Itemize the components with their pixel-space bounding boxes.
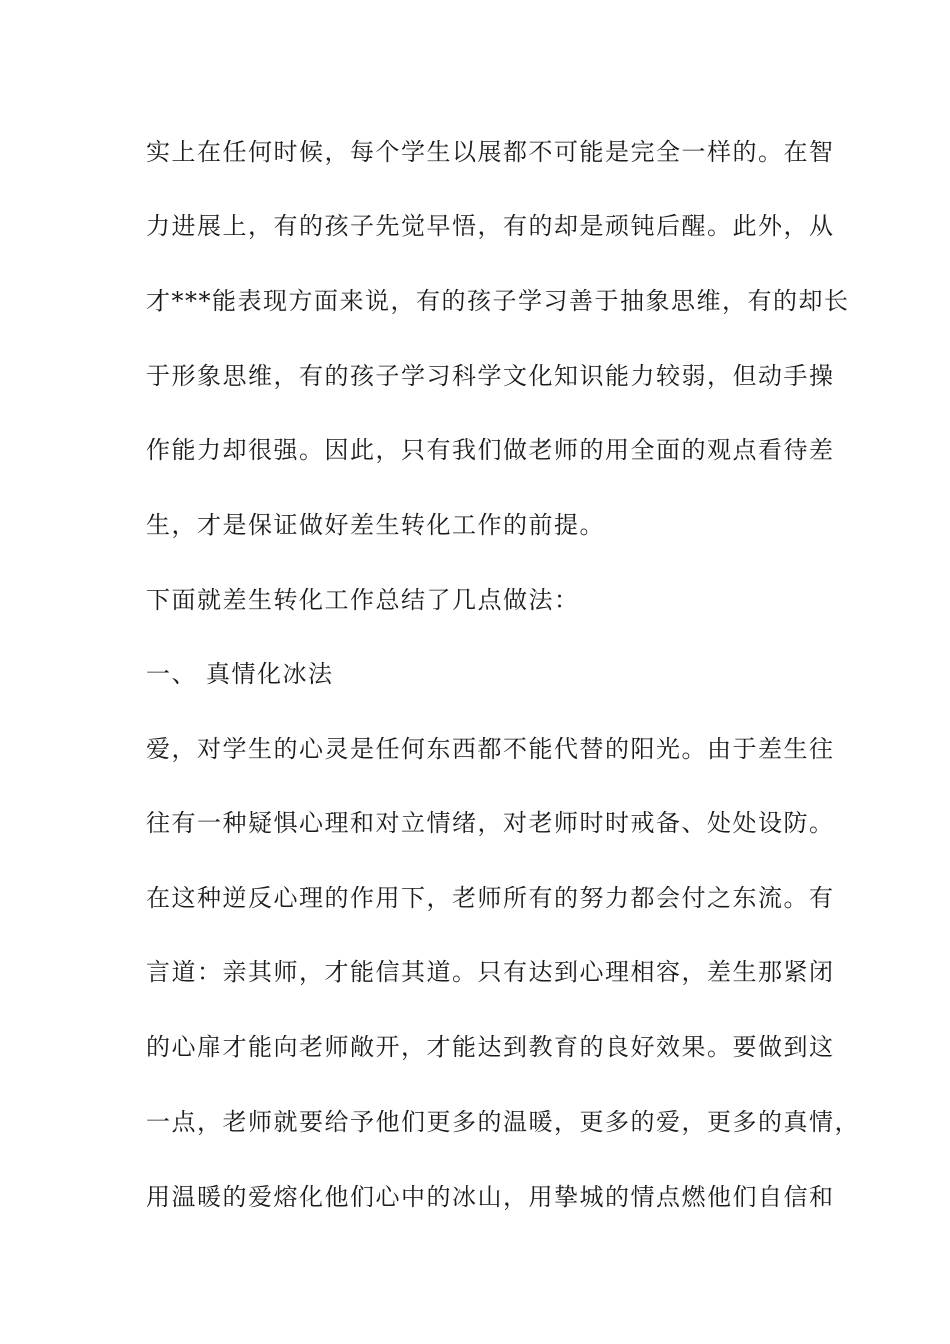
paragraph-line: 往有一种疑惧心理和对立情绪，对老师时时戒备、处处设防。	[146, 809, 835, 837]
paragraph-line: 力进展上，有的孩子先觉早悟，有的却是顽钝后醒。此外，从	[146, 212, 835, 240]
paragraph-line: 于形象思维，有的孩子学习科学文化知识能力较弱，但动手操	[146, 362, 835, 390]
paragraph-line: 的心扉才能向老师敞开，才能达到教育的良好效果。要做到这	[146, 1033, 835, 1061]
paragraph-line: 实上在任何时候，每个学生以展都不可能是完全一样的。在智	[146, 138, 835, 166]
paragraph-line: 一点，老师就要给予他们更多的温暖，更多的爱，更多的真情，	[146, 1108, 860, 1136]
section-number: 一、	[146, 660, 197, 688]
section-heading	[146, 658, 836, 690]
paragraph-line: 言道：亲其师，才能信其道。只有达到心理相容，差生那紧闭	[146, 958, 835, 986]
paragraph-line: 才***能表现方面来说，有的孩子学习善于抽象思维，有的却长	[146, 287, 850, 315]
intro-sentence: 下面就差生转化工作总结了几点做法：	[146, 586, 580, 614]
paragraph-line: 生，才是保证做好差生转化工作的前提。	[146, 511, 605, 539]
paragraph-line: 爱，对学生的心灵是任何东西都不能代替的阳光。由于差生往	[146, 735, 835, 763]
section-title: 真情化冰法	[206, 660, 334, 688]
paragraph-line: 用温暖的爱熔化他们心中的冰山，用挚城的情点燃他们自信和	[146, 1183, 835, 1211]
paragraph-line: 在这种逆反心理的作用下，老师所有的努力都会付之东流。有	[146, 884, 835, 912]
paragraph-line: 作能力却很强。因此，只有我们做老师的用全面的观点看待差	[146, 436, 835, 464]
